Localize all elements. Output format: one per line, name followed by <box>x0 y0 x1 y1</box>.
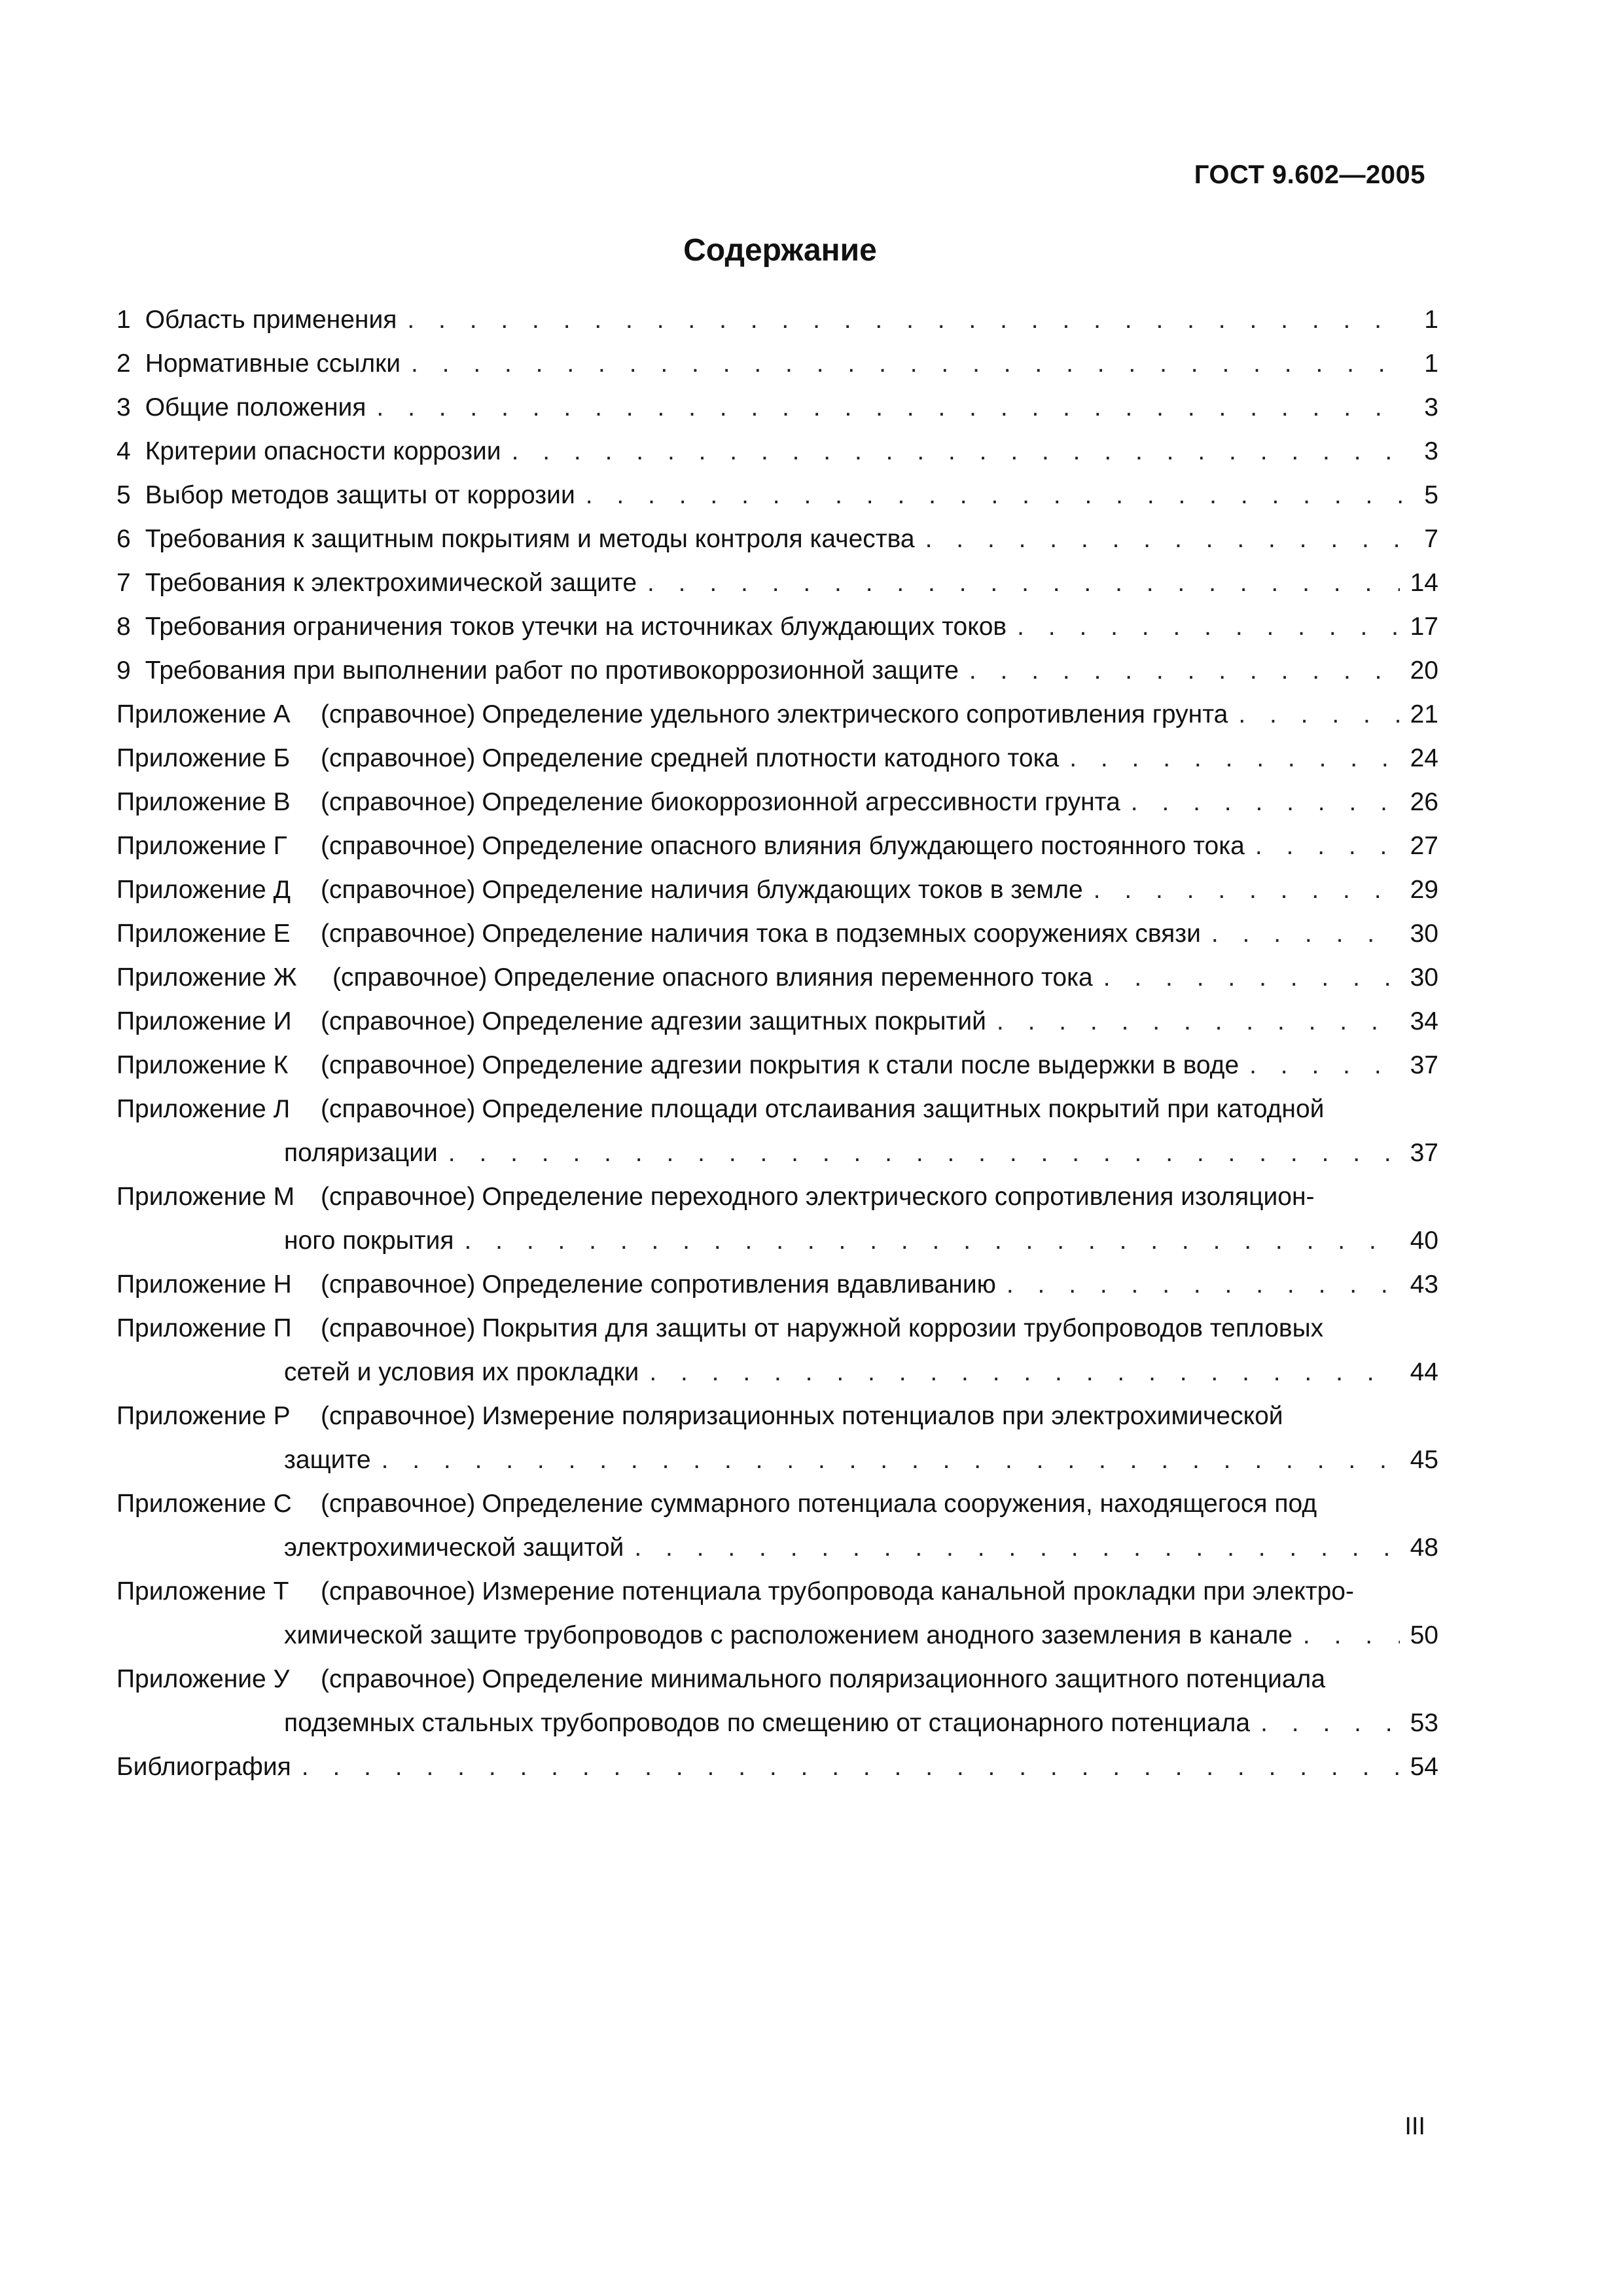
appendix-title: Определение опасного влияния блуждающего постоянного тока <box>482 832 1245 860</box>
table-of-contents <box>116 298 1438 1789</box>
appendix-title-continuation: подземных стальных трубопроводов по смещению от стационарного потенциала <box>284 1709 1251 1737</box>
appendix-title-continuation: сетей и условия их прокладки <box>284 1358 639 1386</box>
page-ref: 3 <box>1424 393 1438 422</box>
leader-dots <box>997 999 1400 1043</box>
document-code: ГОСТ 9.602—2005 <box>1194 160 1425 189</box>
appendix-prefix: Приложение Р <box>116 1402 291 1430</box>
leader-dots <box>1094 868 1400 912</box>
section-title: Требования ограничения токов утечки на источниках блуждающих токов <box>145 613 1007 641</box>
toc-appendix-zh[interactable] <box>116 956 1438 999</box>
toc-section-3[interactable] <box>116 386 1438 429</box>
appendix-title: Определение сопротивления вдавливанию <box>482 1270 996 1299</box>
appendix-prefix: Приложение М <box>116 1183 295 1211</box>
appendix-prefix: Приложение Г <box>116 832 287 860</box>
page-title: Содержание <box>683 233 877 268</box>
bibliography-title: Библиография <box>116 1753 291 1781</box>
leader-dots <box>1103 956 1400 999</box>
leader-dots <box>1017 605 1399 649</box>
appendix-title: Определение адгезии покрытия к стали после выдержки в воде <box>482 1051 1240 1079</box>
page-ref: 21 <box>1410 700 1438 728</box>
page-ref: 14 <box>1410 569 1438 597</box>
appendix-title: Определение минимального поляризационного защитного потенциала <box>482 1665 1326 1693</box>
section-title: Выбор методов защиты от коррозии <box>145 481 575 509</box>
page-ref: 27 <box>1410 832 1438 860</box>
appendix-prefix: Приложение Б <box>116 744 291 772</box>
appendix-title-continuation: ного покрытия <box>284 1227 454 1255</box>
toc-appendix-s[interactable] <box>116 1482 1438 1570</box>
page-ref: 7 <box>1424 525 1438 553</box>
toc-appendix-a[interactable] <box>116 692 1438 736</box>
section-number: 9 <box>116 656 131 685</box>
appendix-kind: (справочное) <box>321 1665 476 1693</box>
appendix-kind: (справочное) <box>321 1490 476 1518</box>
leader-dots <box>1255 824 1400 868</box>
toc-section-2[interactable] <box>116 342 1438 386</box>
toc-section-4[interactable] <box>116 429 1438 473</box>
toc-section-8[interactable] <box>116 605 1438 649</box>
toc-appendix-k[interactable] <box>116 1043 1438 1087</box>
appendix-kind: (справочное) <box>321 1051 476 1079</box>
appendix-kind: (справочное) <box>321 1402 476 1430</box>
leader-dots <box>647 561 1400 605</box>
leader-dots <box>448 1131 1400 1175</box>
appendix-title: Определение удельного электрического сопротивления грунта <box>482 700 1228 728</box>
toc-section-5[interactable] <box>116 473 1438 517</box>
appendix-kind: (справочное) <box>321 744 476 772</box>
appendix-kind: (справочное) <box>321 1270 476 1299</box>
appendix-prefix: Приложение Л <box>116 1095 291 1123</box>
appendix-kind: (справочное) <box>332 963 488 992</box>
appendix-title: Определение площади отслаивания защитных покрытий при катодной <box>482 1095 1325 1123</box>
appendix-kind: (справочное) <box>321 1095 476 1123</box>
appendix-kind: (справочное) <box>321 1183 476 1211</box>
leader-dots <box>376 386 1402 429</box>
page-ref: 17 <box>1410 613 1438 641</box>
appendix-kind: (справочное) <box>321 832 476 860</box>
appendix-title: Определение средней плотности катодного тока <box>482 744 1060 772</box>
section-number: 6 <box>116 525 131 553</box>
appendix-title: Определение наличия тока в подземных сооружениях связи <box>482 920 1201 948</box>
appendix-kind: (справочное) <box>321 1314 476 1342</box>
appendix-title: Покрытия для защиты от наружной коррозии трубопроводов тепловых <box>482 1314 1324 1342</box>
page-ref: 29 <box>1410 876 1438 904</box>
section-title: Область применения <box>145 306 397 334</box>
appendix-title: Определение наличия блуждающих токов в земле <box>482 876 1083 904</box>
page-ref: 5 <box>1424 481 1438 509</box>
appendix-prefix: Приложение Ж <box>116 963 297 992</box>
section-number: 7 <box>116 569 131 597</box>
appendix-kind: (справочное) <box>321 876 476 904</box>
page-ref: 37 <box>1410 1051 1438 1079</box>
leader-dots <box>302 1745 1400 1789</box>
appendix-prefix: Приложение П <box>116 1314 292 1342</box>
leader-dots <box>1249 1043 1399 1087</box>
leader-dots <box>1238 692 1399 736</box>
toc-appendix-p[interactable] <box>116 1306 1438 1394</box>
toc-bibliography[interactable] <box>116 1745 1438 1789</box>
leader-dots <box>586 473 1402 517</box>
page-ref: 44 <box>1410 1358 1438 1386</box>
appendix-kind: (справочное) <box>321 700 476 728</box>
leader-dots <box>411 342 1402 386</box>
appendix-kind: (справочное) <box>321 1007 476 1035</box>
leader-dots <box>969 649 1400 692</box>
toc-section-9[interactable] <box>116 649 1438 692</box>
appendix-prefix: Приложение Е <box>116 920 291 948</box>
section-number: 8 <box>116 613 131 641</box>
toc-appendix-e[interactable] <box>116 912 1438 956</box>
leader-dots <box>512 429 1402 473</box>
leader-dots <box>464 1219 1399 1263</box>
section-title: Требования к защитным покрытиям и методы контроля качества <box>145 525 915 553</box>
page-number: III <box>1404 2113 1425 2140</box>
page-ref: 34 <box>1410 1007 1438 1035</box>
section-title: Критерии опасности коррозии <box>145 437 501 465</box>
leader-dots <box>1069 736 1399 780</box>
appendix-title: Определение опасного влияния переменного тока <box>493 963 1093 992</box>
toc-appendix-t[interactable] <box>116 1570 1438 1657</box>
leader-dots <box>925 517 1402 561</box>
toc-appendix-b[interactable] <box>116 736 1438 780</box>
section-number: 1 <box>116 306 131 334</box>
appendix-title: Определение адгезии защитных покрытий <box>482 1007 986 1035</box>
appendix-title: Измерение потенциала трубопровода канальной прокладки при электро- <box>482 1577 1354 1605</box>
leader-dots <box>1007 1263 1400 1306</box>
page-ref: 1 <box>1424 306 1438 334</box>
section-title: Требования к электрохимической защите <box>145 569 637 597</box>
leader-dots <box>382 1438 1400 1482</box>
appendix-title-continuation: электрохимической защитой <box>284 1534 624 1562</box>
page-ref: 1 <box>1424 350 1438 378</box>
toc-appendix-l[interactable] <box>116 1087 1438 1175</box>
section-title: Общие положения <box>145 393 366 422</box>
appendix-title: Определение суммарного потенциала сооружения, находящегося под <box>482 1490 1317 1518</box>
page-ref: 37 <box>1410 1139 1438 1167</box>
appendix-prefix: Приложение У <box>116 1665 290 1693</box>
appendix-prefix: Приложение С <box>116 1490 292 1518</box>
appendix-title: Определение переходного электрического сопротивления изоляцион- <box>482 1183 1315 1211</box>
appendix-prefix: Приложение К <box>116 1051 289 1079</box>
section-number: 4 <box>116 437 131 465</box>
leader-dots <box>634 1526 1399 1570</box>
leader-dots <box>1131 780 1400 824</box>
leader-dots <box>1303 1613 1400 1657</box>
toc-appendix-v[interactable] <box>116 780 1438 824</box>
toc-appendix-m[interactable] <box>116 1175 1438 1263</box>
page-ref: 24 <box>1410 744 1438 772</box>
section-number: 5 <box>116 481 131 509</box>
toc-appendix-n[interactable] <box>116 1263 1438 1306</box>
leader-dots <box>1260 1701 1400 1745</box>
toc-appendix-i[interactable] <box>116 999 1438 1043</box>
page-ref: 30 <box>1410 963 1438 992</box>
appendix-prefix: Приложение Д <box>116 876 291 904</box>
page-ref: 20 <box>1410 656 1438 685</box>
page-ref: 54 <box>1410 1753 1438 1781</box>
toc-appendix-g[interactable] <box>116 824 1438 868</box>
section-number: 3 <box>116 393 131 422</box>
appendix-kind: (справочное) <box>321 920 476 948</box>
page-ref: 26 <box>1410 788 1438 816</box>
appendix-kind: (справочное) <box>321 1577 476 1605</box>
appendix-title: Измерение поляризационных потенциалов при электрохимической <box>482 1402 1283 1430</box>
toc-appendix-d[interactable] <box>116 868 1438 912</box>
appendix-prefix: Приложение Н <box>116 1270 292 1299</box>
section-title: Требования при выполнении работ по противокоррозионной защите <box>145 656 959 685</box>
appendix-title-continuation: защите <box>284 1446 371 1474</box>
page-ref: 53 <box>1410 1709 1438 1737</box>
page-ref: 30 <box>1410 920 1438 948</box>
appendix-prefix: Приложение В <box>116 788 291 816</box>
page-ref: 50 <box>1410 1621 1438 1649</box>
leader-dots <box>1211 912 1400 956</box>
toc-section-7[interactable] <box>116 561 1438 605</box>
section-number: 2 <box>116 350 131 378</box>
page-ref: 45 <box>1410 1446 1438 1474</box>
page-ref: 3 <box>1424 437 1438 465</box>
page-ref: 48 <box>1410 1534 1438 1562</box>
appendix-prefix: Приложение Т <box>116 1577 289 1605</box>
page-ref: 43 <box>1410 1270 1438 1299</box>
appendix-title: Определение биокоррозионной агрессивности грунта <box>482 788 1120 816</box>
toc-appendix-u[interactable] <box>116 1657 1438 1745</box>
appendix-kind: (справочное) <box>321 788 476 816</box>
appendix-title-continuation: химической защите трубопроводов с расположением анодного заземления в канале <box>284 1621 1293 1649</box>
toc-section-1[interactable] <box>116 298 1438 342</box>
toc-appendix-r[interactable] <box>116 1394 1438 1482</box>
leader-dots <box>407 298 1402 342</box>
page-ref: 40 <box>1410 1227 1438 1255</box>
leader-dots <box>649 1350 1399 1394</box>
toc-section-6[interactable] <box>116 517 1438 561</box>
appendix-prefix: Приложение И <box>116 1007 292 1035</box>
section-title: Нормативные ссылки <box>145 350 401 378</box>
appendix-prefix: Приложение А <box>116 700 291 728</box>
appendix-title-continuation: поляризации <box>284 1139 438 1167</box>
